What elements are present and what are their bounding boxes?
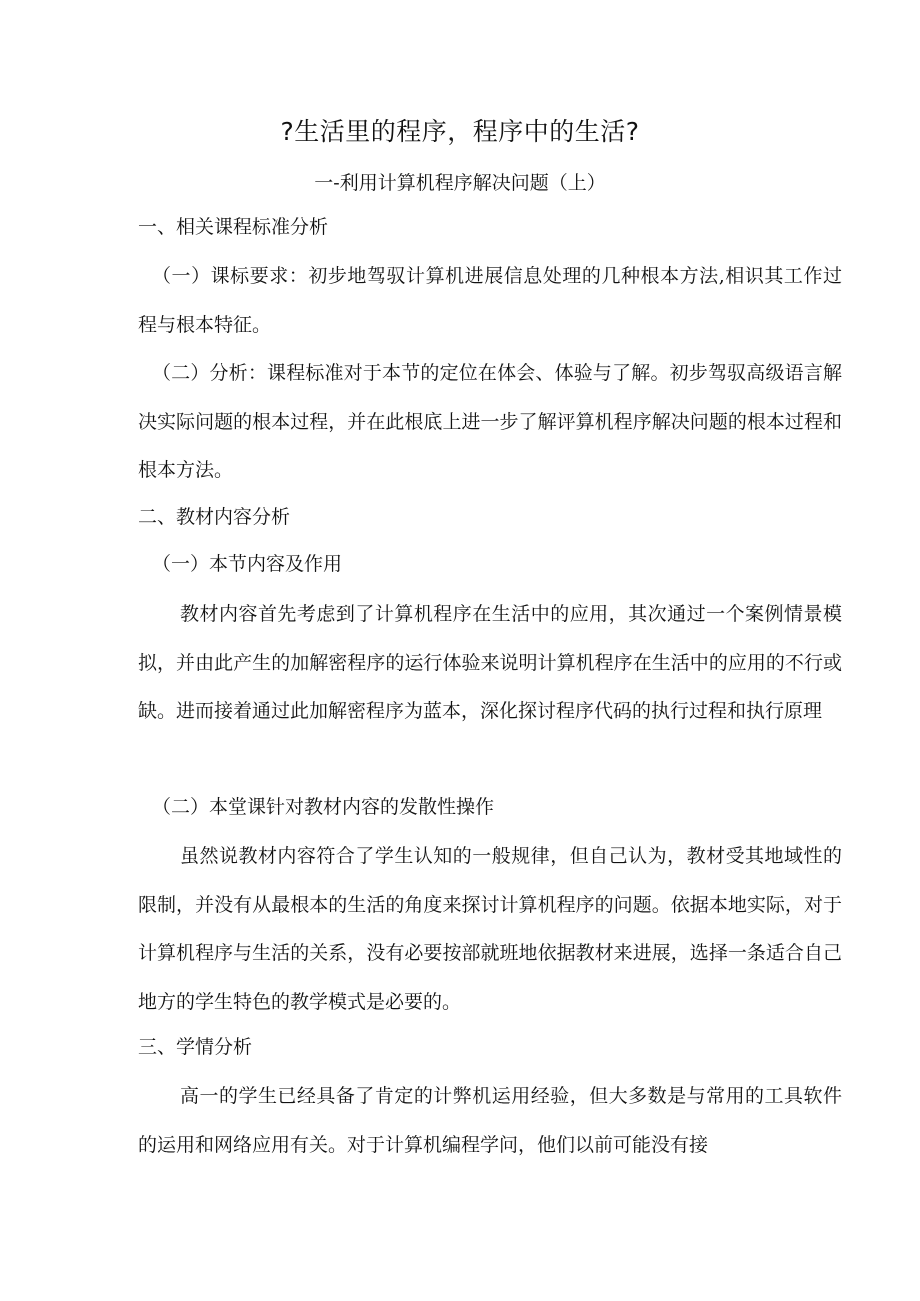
subsection-heading-divergent: （二）本堂课针对教材内容的发散性操作 bbox=[152, 796, 495, 818]
subsection-heading-content: （一）本节内容及作用 bbox=[152, 553, 343, 575]
section-heading-textbook: 二、教材内容分析 bbox=[138, 506, 291, 528]
paragraph-divergent-operation: 虽然说教材内容符合了学生认知的一般规律，但自己认为，教材受其地域性的限制，并没有从最根本的生活的角度来探讨计算机程序的问题。依据本地实际，对于计算机程序与生活的关系，没有必要按部就班地依据教材来进展，选择一条适合自己地方的学生特色的教学模式是必要的。 bbox=[138, 845, 842, 1013]
document-subtitle: 一-利用计算机程序解决问题（上） bbox=[314, 172, 606, 194]
paragraph-curriculum-requirement: （一）课标要求：初步地驾驭计算机进展信息处理的几种根本方法,相识其工作过程与根本特征。 bbox=[138, 265, 842, 336]
section-heading-curriculum: 一、相关课程标准分析 bbox=[138, 216, 329, 238]
paragraph-content-role: 教材内容首先考虑到了计算机程序在生活中的应用，其次通过一个案例情景模拟，并由此产生的加解密程序的运行体验来说明计算机程序在生活中的应用的不行或缺。进而接着通过此加解密程序为蓝本，深化探讨程序代码的执行过程和执行原理 bbox=[138, 603, 842, 722]
section-heading-learners: 三、学情分析 bbox=[138, 1036, 253, 1058]
paragraph-learner-analysis: 高一的学生已经具备了肯定的计弊机运用经验，但大多数是与常用的工具软件的运用和网络应用有关。对于计算机编程学问，他们以前可能没有接 bbox=[138, 1085, 842, 1156]
paragraph-curriculum-analysis: （二）分析：课程标准对于本节的定位在体会、体验与了解。初步驾驭高级语言解决实际问题的根本过程，并在此根底上进一步了解评算机程序解决问题的根本过程和根本方法。 bbox=[138, 362, 842, 481]
document-title: ?生活里的程序，程序中的生活? bbox=[280, 117, 640, 146]
